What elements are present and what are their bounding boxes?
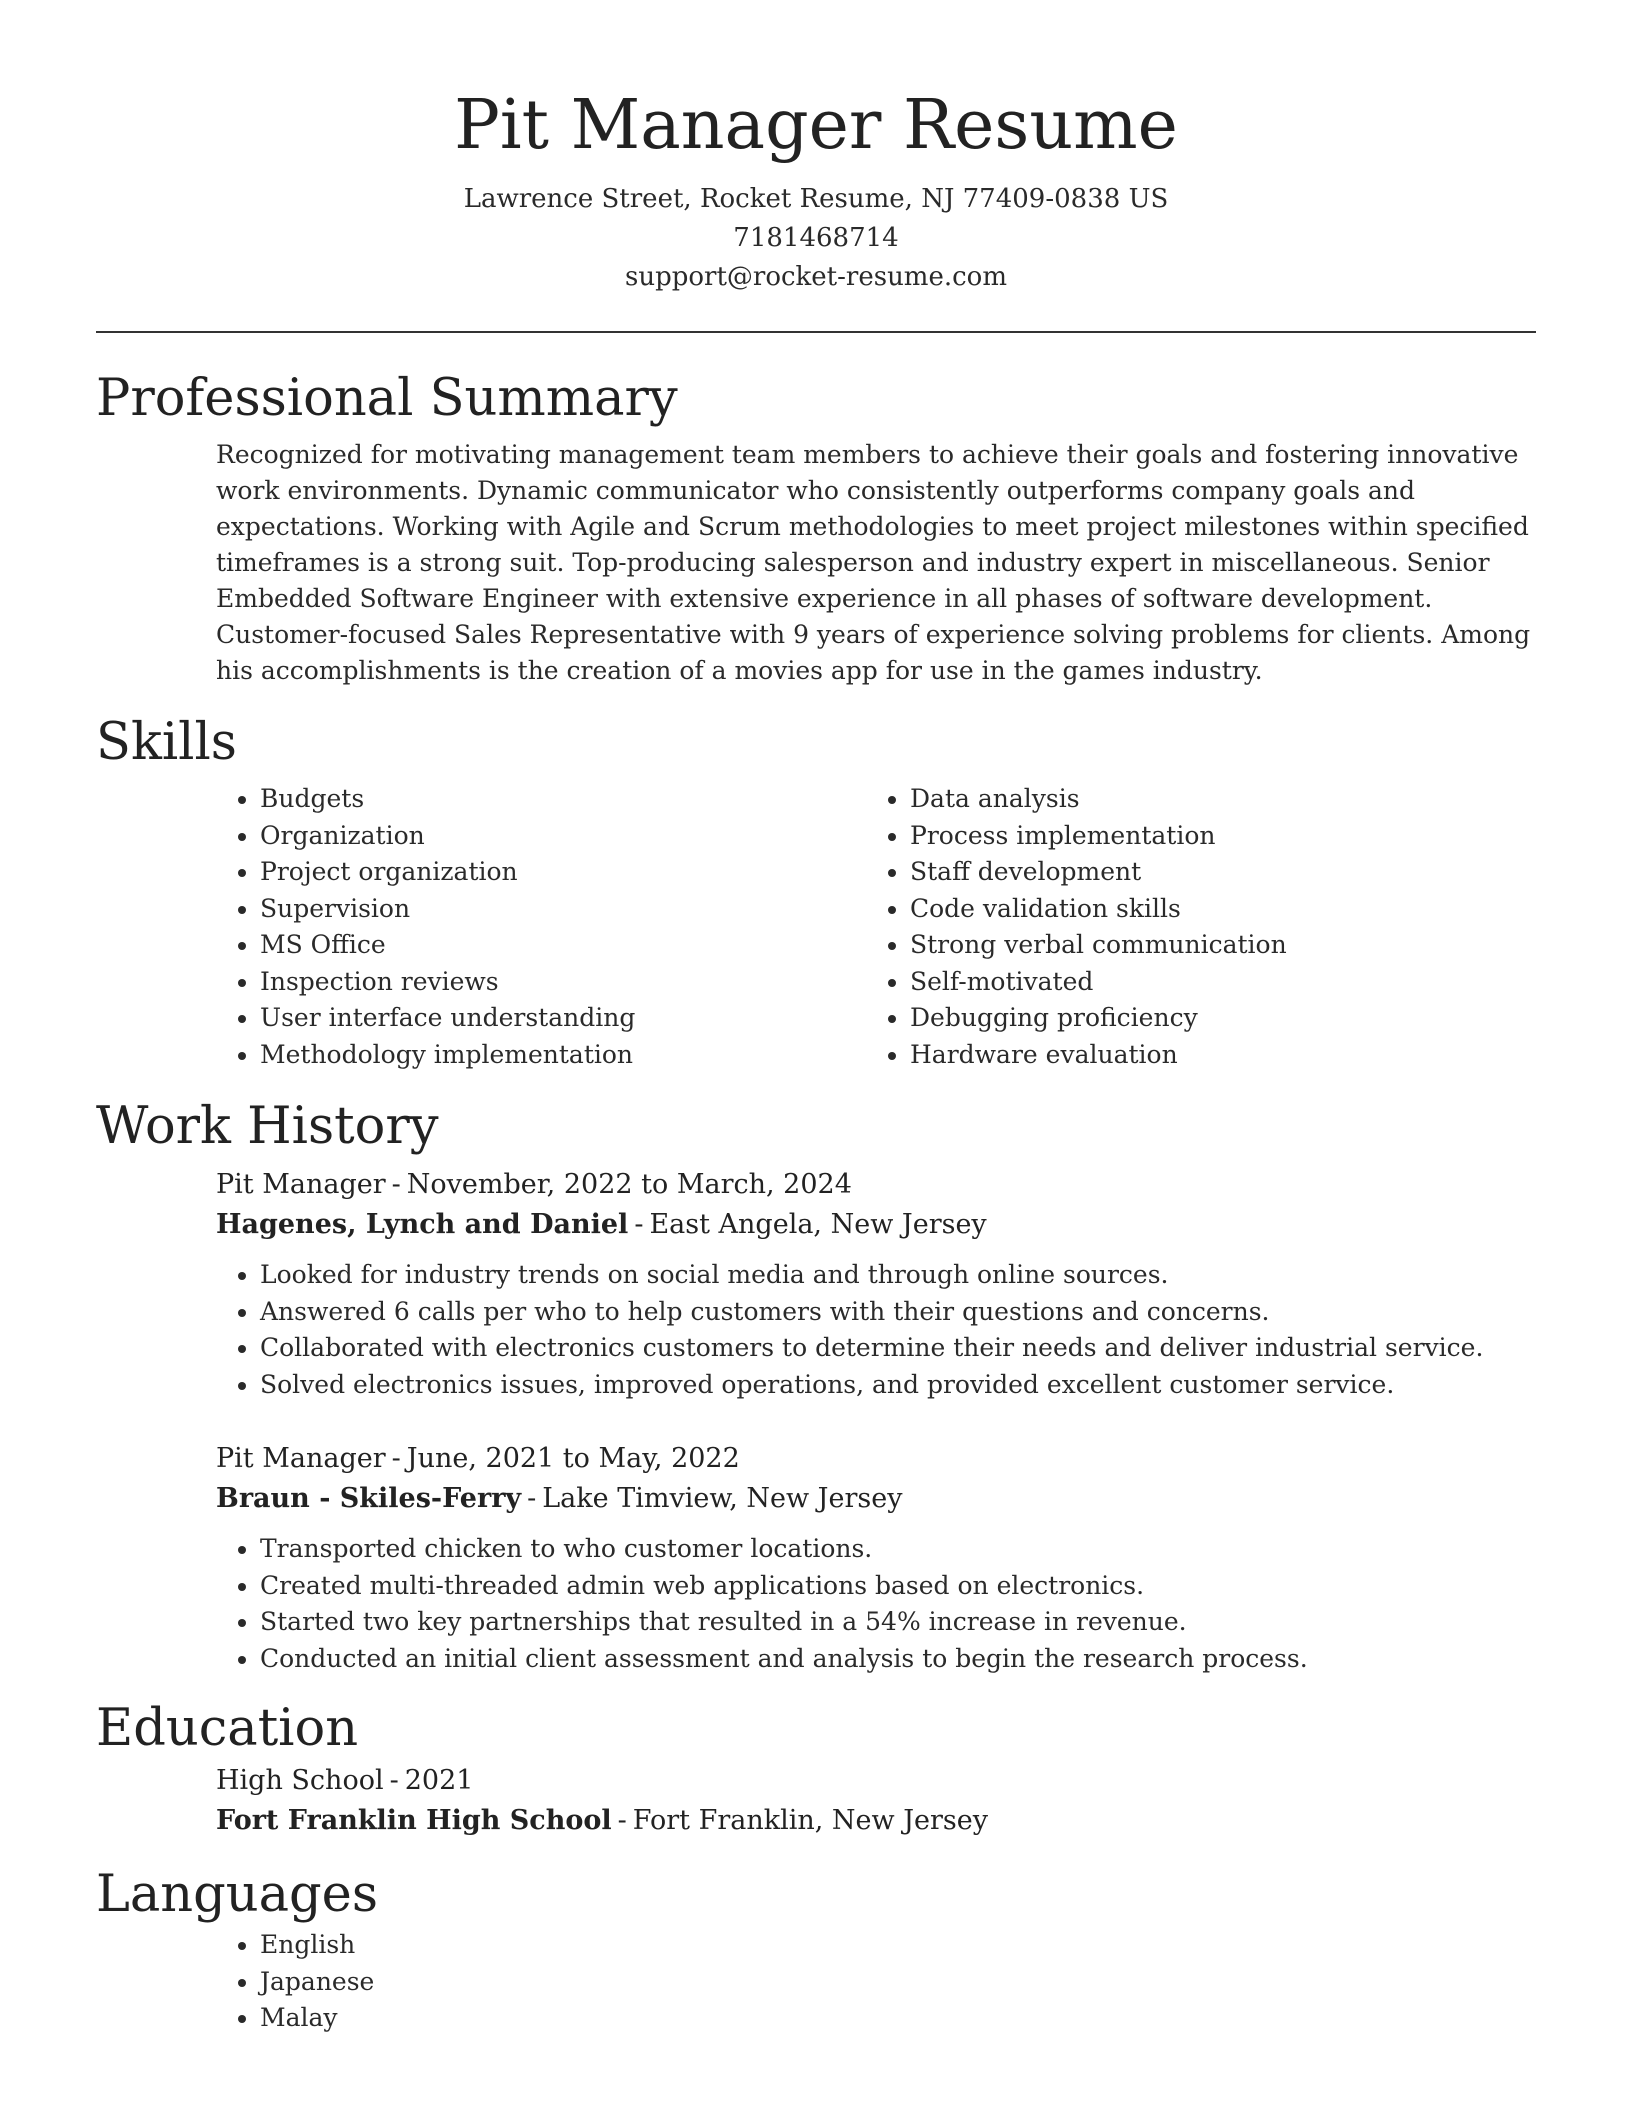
- skills-grid: [216, 781, 1536, 1073]
- separator: -: [391, 1443, 401, 1474]
- skill-item: • User interface understanding: [260, 1000, 866, 1037]
- education-school: Fort Franklin High School: [216, 1805, 612, 1836]
- separator: -: [617, 1805, 627, 1836]
- address: Lawrence Street, Rocket Resume, NJ 77409-0838 US: [463, 184, 1169, 214]
- professional-summary-heading: Professional Summary: [96, 369, 678, 428]
- separator: -: [527, 1483, 537, 1514]
- education-degree-line: [216, 1761, 1536, 1801]
- job-duties-list: [216, 1531, 1536, 1677]
- skill-item: • Methodology implementation: [260, 1037, 866, 1074]
- skill-item: • Code validation skills: [910, 891, 1536, 928]
- skill-item: • Self-motivated: [910, 964, 1536, 1001]
- skill-item: • Budgets: [260, 781, 866, 818]
- job-role: Pit Manager: [216, 1169, 386, 1200]
- job-dates: November, 2022 to March, 2024: [406, 1169, 852, 1200]
- education-section: [96, 1697, 1536, 1841]
- skills-heading: Skills: [96, 713, 237, 772]
- language-item: • Japanese: [260, 1964, 1536, 2001]
- resume-title: Pit Manager Resume: [454, 86, 1178, 165]
- skill-item: • Data analysis: [910, 781, 1536, 818]
- job-company: Braun - Skiles-Ferry: [216, 1483, 522, 1514]
- job-location: East Angela, New Jersey: [649, 1209, 987, 1240]
- job-company-line: [216, 1479, 1536, 1519]
- contact-info: [96, 180, 1536, 297]
- skill-item: • Hardware evaluation: [910, 1037, 1536, 1074]
- skill-item: • Organization: [260, 818, 866, 855]
- work-history-section: [96, 1095, 1536, 1677]
- languages-list: [216, 1927, 1536, 2037]
- separator: -: [391, 1169, 401, 1200]
- work-history-heading: Work History: [96, 1097, 439, 1156]
- professional-summary-section: [96, 367, 1536, 689]
- job-duty: • Solved electronics issues, improved operations, and provided excellent customer service.: [260, 1367, 1536, 1404]
- language-item: • English: [260, 1927, 1536, 1964]
- skill-item: • Process implementation: [910, 818, 1536, 855]
- email-address: support@rocket-resume.com: [624, 262, 1007, 292]
- header-divider: [96, 331, 1536, 333]
- education-school-line: [216, 1801, 1536, 1841]
- phone-number: 7181468714: [733, 223, 899, 253]
- job-location: Lake Timview, New Jersey: [542, 1483, 903, 1514]
- skill-item: • Staff development: [910, 854, 1536, 891]
- job-entry: [216, 1165, 1536, 1403]
- skill-item: • Debugging proficiency: [910, 1000, 1536, 1037]
- skill-item: • Supervision: [260, 891, 866, 928]
- separator: -: [389, 1765, 399, 1796]
- job-duty: • Created multi-threaded admin web applications based on electronics.: [260, 1568, 1536, 1605]
- job-entry: [216, 1439, 1536, 1677]
- education-heading: Education: [96, 1699, 359, 1758]
- skill-item: • Project organization: [260, 854, 866, 891]
- skills-list-right: [866, 781, 1536, 1073]
- skill-item: • MS Office: [260, 927, 866, 964]
- separator: -: [634, 1209, 644, 1240]
- job-company: Hagenes, Lynch and Daniel: [216, 1209, 629, 1240]
- job-duty: • Looked for industry trends on social media and through online sources.: [260, 1257, 1536, 1294]
- skill-item: • Strong verbal communication: [910, 927, 1536, 964]
- resume-header: [96, 0, 1536, 297]
- job-duty: • Transported chicken to who customer locations.: [260, 1531, 1536, 1568]
- languages-section: [96, 1863, 1536, 2037]
- skills-list-left: [216, 781, 866, 1073]
- languages-heading: Languages: [96, 1865, 379, 1924]
- job-duty: • Collaborated with electronics customers to determine their needs and deliver industrial service.: [260, 1330, 1536, 1367]
- education-year: 2021: [404, 1765, 474, 1796]
- job-dates: June, 2021 to May, 2022: [406, 1443, 740, 1474]
- job-duty: • Started two key partnerships that resulted in a 54% increase in revenue.: [260, 1604, 1536, 1641]
- job-duties-list: [216, 1257, 1536, 1403]
- job-duty: • Answered 6 calls per who to help customers with their questions and concerns.: [260, 1294, 1536, 1331]
- job-duty: • Conducted an initial client assessment and analysis to begin the research process.: [260, 1641, 1536, 1678]
- education-location: Fort Franklin, New Jersey: [632, 1805, 989, 1836]
- job-company-line: [216, 1205, 1536, 1245]
- skills-section: [96, 711, 1536, 1073]
- skill-item: • Inspection reviews: [260, 964, 866, 1001]
- job-title-line: [216, 1439, 1536, 1479]
- summary-text: Recognized for motivating management team members to achieve their goals and fostering innovative work environments. Dynamic communicator who consistently outperforms company goals and expectations. Working with Agile and Scrum methodologies to meet project milestones within specified timeframes is a strong suit. Top-producing salesperson and industry expert in miscellaneous. Senior Embedded Software Engineer with extensive experience in all phases of software development. Customer-focused Sales Representative with 9 years of experience solving problems for clients. Among his accomplishments is the creation of a movies app for use in the games industry.: [216, 440, 1531, 685]
- language-item: • Malay: [260, 2000, 1536, 2037]
- education-degree: High School: [216, 1765, 384, 1796]
- job-role: Pit Manager: [216, 1443, 386, 1474]
- job-title-line: [216, 1165, 1536, 1205]
